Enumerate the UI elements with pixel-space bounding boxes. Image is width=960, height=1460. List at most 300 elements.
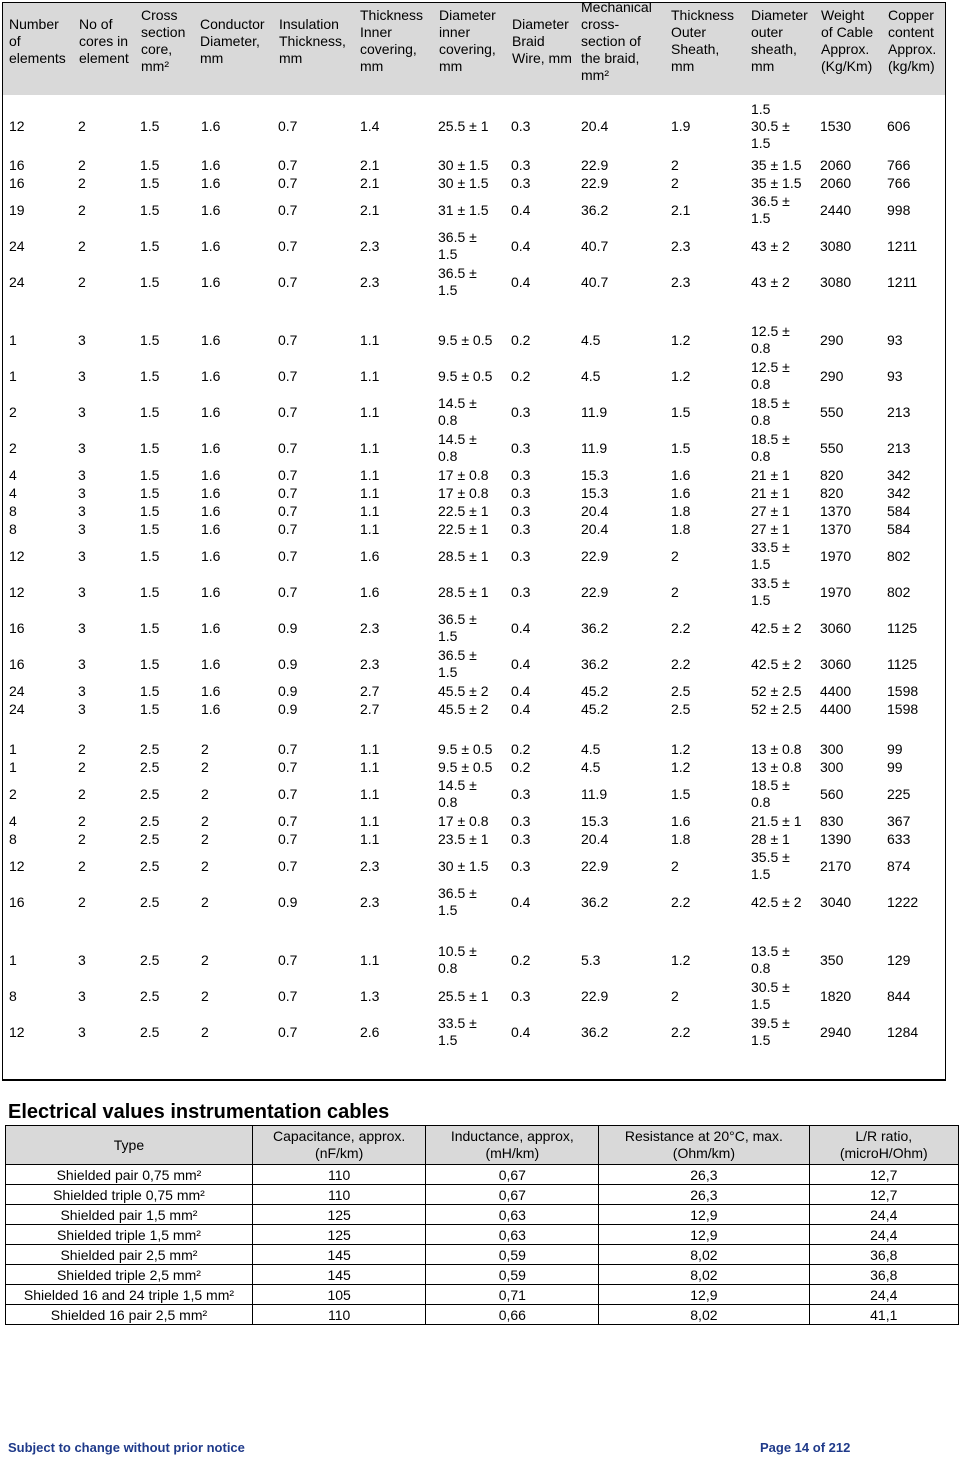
table-cell: 0.9	[278, 683, 298, 699]
table-row	[3, 393, 945, 429]
table-cell: 560	[820, 786, 844, 802]
table-cell: 1.6	[201, 485, 221, 501]
group-separator	[3, 717, 945, 739]
table-cell: 2	[78, 813, 86, 829]
table-cell: 1.2	[671, 741, 691, 757]
table-cell: 0.7	[278, 741, 298, 757]
table-cell: 1.1	[360, 831, 380, 847]
table-cell: 350	[820, 952, 844, 968]
table-cell: 0.3	[511, 831, 531, 847]
table-cell: 4400	[820, 683, 852, 699]
table-cell: 1.6	[360, 548, 380, 564]
table-cell: 12,7	[809, 1185, 958, 1205]
table-header	[3, 0, 945, 95]
table-cell: 2	[201, 786, 209, 802]
table-cell: 16	[9, 620, 25, 636]
table-cell: 0.7	[278, 368, 298, 384]
table-cell: 2.1	[360, 157, 380, 173]
table-cell: 2.2	[671, 656, 691, 672]
table-cell: 4400	[820, 701, 852, 717]
table-cell: 874	[887, 858, 911, 874]
table-cell: 290	[820, 332, 844, 348]
table-cell: 300	[820, 741, 844, 757]
table-cell: Shielded pair 2,5 mm²	[6, 1245, 253, 1265]
table-cell: 342	[887, 467, 911, 483]
table-row	[3, 173, 945, 191]
table-cell: 0.4	[511, 1024, 531, 1040]
table-cell: 25.5 ± 1	[438, 118, 489, 134]
table-cell: 1370	[820, 521, 852, 537]
table-cell: 2.5	[140, 894, 160, 910]
table-cell: 1.3	[360, 988, 380, 1004]
table-cell: 24	[9, 274, 25, 290]
table-cell: 2	[671, 988, 679, 1004]
table-cell: 1.1	[360, 440, 380, 456]
table-cell: 26,3	[599, 1185, 809, 1205]
table-row	[6, 1285, 959, 1305]
table-cell: 4	[9, 467, 17, 483]
table-cell: 21 ± 1	[751, 467, 790, 483]
table-cell: 15.3	[581, 813, 609, 829]
table-cell: 2	[78, 786, 86, 802]
column-header: Mechanical cross- section of the braid, mm²	[581, 0, 652, 83]
table-cell: 1	[9, 368, 17, 384]
table-cell: 42.5 ± 2	[751, 620, 802, 636]
table-cell: 1.6	[201, 467, 221, 483]
table-cell: 8	[9, 831, 17, 847]
table-cell: 1370	[820, 503, 852, 519]
table-cell: 31 ± 1.5	[438, 202, 489, 218]
table-cell: 1.5	[140, 157, 160, 173]
table-cell: 18.5 ± 0.8	[751, 395, 790, 428]
table-cell: 1.5	[140, 485, 160, 501]
table-cell: 1.6	[201, 683, 221, 699]
table-cell: 1970	[820, 548, 852, 564]
table-cell: 125	[252, 1225, 425, 1245]
table-cell: 0.3	[511, 584, 531, 600]
table-cell: 0.4	[511, 894, 531, 910]
table-cell: 1.5	[140, 584, 160, 600]
table-cell: 0.2	[511, 741, 531, 757]
table-cell: 1.6	[201, 332, 221, 348]
table-cell: 1.6	[201, 157, 221, 173]
table-cell: 21 ± 1	[751, 485, 790, 501]
table-cell: 1.6	[671, 467, 691, 483]
table-row	[3, 155, 945, 173]
column-header: Copper content Approx. (kg/km)	[888, 7, 937, 74]
table-cell: 1.6	[201, 118, 221, 134]
table-cell: 0,59	[426, 1265, 599, 1285]
table-cell: 0.7	[278, 467, 298, 483]
table-row	[3, 429, 945, 465]
table-cell: 3080	[820, 238, 852, 254]
table-cell: 0.3	[511, 988, 531, 1004]
table-cell: 28.5 ± 1	[438, 548, 489, 564]
table-cell: 43 ± 2	[751, 238, 790, 254]
table-cell: 2170	[820, 858, 852, 874]
table-cell: 30.5 ± 1.5	[751, 979, 790, 1012]
table-cell: 12,7	[809, 1165, 958, 1185]
table-cell: 2	[78, 274, 86, 290]
table-cell: 15.3	[581, 467, 609, 483]
page-number: Page 14 of 212	[760, 1440, 851, 1455]
table-cell: 802	[887, 548, 911, 564]
table-row	[3, 883, 945, 919]
table-cell: 1.1	[360, 741, 380, 757]
table-cell: 1.5	[140, 175, 160, 191]
table-cell: 14.5 ± 0.8	[438, 431, 477, 464]
table-cell: 13 ± 0.8	[751, 741, 802, 757]
table-row	[3, 357, 945, 393]
table-cell: 16	[9, 175, 25, 191]
table-cell: 3	[78, 988, 86, 1004]
table-cell: 16	[9, 894, 25, 910]
table-row	[6, 1165, 959, 1185]
table-cell: 1.1	[360, 759, 380, 775]
table-row	[3, 739, 945, 757]
table-cell: 550	[820, 404, 844, 420]
table-cell: 3080	[820, 274, 852, 290]
table-row	[3, 519, 945, 537]
table-cell: 2	[671, 175, 679, 191]
table-cell: 1.6	[201, 521, 221, 537]
table-cell: 2	[78, 741, 86, 757]
table-cell: 1.1	[360, 813, 380, 829]
table-cell: 22.5 ± 1	[438, 521, 489, 537]
table-cell: 0.3	[511, 548, 531, 564]
column-header: Diameter Braid Wire, mm	[512, 16, 572, 66]
column-header: Thickness Inner covering, mm	[360, 7, 424, 74]
table-cell: 8	[9, 988, 17, 1004]
table-cell: 12,9	[599, 1285, 809, 1305]
table-cell: 0.3	[511, 485, 531, 501]
table-header-row	[6, 1126, 959, 1165]
table-row	[3, 681, 945, 699]
table-cell: 1530	[820, 118, 852, 134]
table-cell: 4.5	[581, 759, 601, 775]
table-cell: 33.5 ± 1.5	[751, 575, 790, 608]
table-cell: 1820	[820, 988, 852, 1004]
table-row	[3, 699, 945, 717]
table-cell: 16	[9, 656, 25, 672]
table-row	[3, 537, 945, 573]
table-cell: 2	[201, 759, 209, 775]
table-row	[3, 811, 945, 829]
table-cell: 1.5	[140, 202, 160, 218]
table-cell: 1.1	[360, 485, 380, 501]
table-cell: 998	[887, 202, 911, 218]
table-cell: 0.7	[278, 503, 298, 519]
table-cell: 24,4	[809, 1205, 958, 1225]
table-cell: 1	[9, 332, 17, 348]
table-cell: 40.7	[581, 274, 609, 290]
table-cell: 2.2	[671, 894, 691, 910]
table-row	[3, 645, 945, 681]
table-cell: 2	[78, 202, 86, 218]
table-cell: 3060	[820, 620, 852, 636]
table-cell: 12.5 ± 0.8	[751, 323, 790, 356]
table-cell: 39.5 ± 1.5	[751, 1015, 790, 1048]
table-row	[3, 847, 945, 883]
table-cell: 45.5 ± 2	[438, 683, 489, 699]
table-cell: 22.9	[581, 584, 609, 600]
table-cell: 1.5	[140, 368, 160, 384]
table-cell: 820	[820, 467, 844, 483]
table-cell: 0.7	[278, 157, 298, 173]
table-cell: Shielded triple 2,5 mm²	[6, 1265, 253, 1285]
table-cell: 43 ± 2	[751, 274, 790, 290]
table-cell: 1.5	[140, 683, 160, 699]
table-cell: 2	[9, 440, 17, 456]
table-cell: 844	[887, 988, 911, 1004]
table-cell: 12.5 ± 0.8	[751, 359, 790, 392]
table-cell: 2.5	[140, 786, 160, 802]
table-cell: 4.5	[581, 741, 601, 757]
table-cell: 0.3	[511, 404, 531, 420]
table-cell: 8	[9, 503, 17, 519]
table-cell: 20.4	[581, 831, 609, 847]
table-cell: 0.7	[278, 759, 298, 775]
table-cell: 0.7	[278, 332, 298, 348]
table-cell: 99	[887, 741, 903, 757]
electrical-values-table	[5, 1125, 959, 1325]
table-cell: 3	[78, 584, 86, 600]
table-cell: 342	[887, 485, 911, 501]
table-cell: 5.3	[581, 952, 601, 968]
table-cell: 2.3	[360, 274, 380, 290]
column-header: Type	[6, 1126, 253, 1165]
table-row	[3, 501, 945, 519]
table-cell: 22.9	[581, 175, 609, 191]
table-cell: 22.9	[581, 988, 609, 1004]
table-cell: 13 ± 0.8	[751, 759, 802, 775]
table-cell: 1.5	[140, 503, 160, 519]
table-row	[3, 573, 945, 609]
table-cell: 1.5 30.5 ± 1.5	[751, 101, 790, 151]
table-cell: 2.5	[140, 813, 160, 829]
table-cell: 26,3	[599, 1165, 809, 1185]
table-cell: 36.5 ± 1.5	[438, 885, 477, 918]
table-cell: 1.2	[671, 952, 691, 968]
table-cell: 18.5 ± 0.8	[751, 777, 790, 810]
table-cell: 1.5	[140, 620, 160, 636]
table-cell: 0.7	[278, 440, 298, 456]
table-cell: 9.5 ± 0.5	[438, 368, 493, 384]
table-cell: 33.5 ± 1.5	[438, 1015, 477, 1048]
table-cell: 2.5	[140, 952, 160, 968]
table-cell: 36.5 ± 1.5	[438, 647, 477, 680]
table-cell: 1598	[887, 683, 919, 699]
table-cell: 1.5	[140, 521, 160, 537]
table-cell: 802	[887, 584, 911, 600]
table-row	[3, 191, 945, 227]
table-cell: 766	[887, 157, 911, 173]
table-cell: 3	[78, 701, 86, 717]
table-cell: 0,63	[426, 1225, 599, 1245]
table-cell: Shielded triple 1,5 mm²	[6, 1225, 253, 1245]
table-cell: 0,67	[426, 1165, 599, 1185]
table-row	[3, 1013, 945, 1049]
table-cell: 2.2	[671, 620, 691, 636]
table-cell: 0.7	[278, 548, 298, 564]
table-cell: 2.3	[360, 656, 380, 672]
table-cell: 40.7	[581, 238, 609, 254]
table-cell: 1.6	[201, 368, 221, 384]
table-cell: 42.5 ± 2	[751, 894, 802, 910]
table-cell: 4.5	[581, 332, 601, 348]
table-cell: 1.8	[671, 831, 691, 847]
table-cell: 2.3	[671, 274, 691, 290]
table-cell: 19	[9, 202, 25, 218]
table-cell: 0.2	[511, 952, 531, 968]
table-row	[3, 483, 945, 501]
table-cell: 1.5	[671, 440, 691, 456]
column-header: Capacitance, approx. (nF/km)	[252, 1126, 425, 1165]
table-cell: 36.2	[581, 656, 609, 672]
table-cell: 0.7	[278, 584, 298, 600]
table-cell: Shielded pair 0,75 mm²	[6, 1165, 253, 1185]
table-cell: 0.7	[278, 1024, 298, 1040]
table-row	[3, 829, 945, 847]
table-cell: 1.5	[140, 548, 160, 564]
table-cell: 0.7	[278, 831, 298, 847]
table-cell: 1.6	[201, 404, 221, 420]
table-cell: 1.5	[140, 274, 160, 290]
table-cell: 0.7	[278, 274, 298, 290]
table-row	[3, 227, 945, 263]
table-cell: 1.6	[201, 620, 221, 636]
table-cell: 1.5	[140, 440, 160, 456]
table-cell: 22.5 ± 1	[438, 503, 489, 519]
table-cell: 1222	[887, 894, 919, 910]
table-cell: 584	[887, 521, 911, 537]
table-cell: 24,4	[809, 1225, 958, 1245]
table-row	[3, 321, 945, 357]
table-cell: 110	[252, 1165, 425, 1185]
table-cell: 0.4	[511, 656, 531, 672]
table-cell: 129	[887, 952, 911, 968]
column-header: Thickness Outer Sheath, mm	[671, 7, 735, 74]
table-cell: 125	[252, 1205, 425, 1225]
table-cell: 2.5	[140, 858, 160, 874]
table-cell: 52 ± 2.5	[751, 683, 802, 699]
table-cell: 25.5 ± 1	[438, 988, 489, 1004]
table-cell: 36,8	[809, 1265, 958, 1285]
table-cell: 24	[9, 683, 25, 699]
table-cell: 0.4	[511, 274, 531, 290]
table-cell: 0.7	[278, 202, 298, 218]
table-cell: 45.2	[581, 683, 609, 699]
table-cell: 1	[9, 952, 17, 968]
table-cell: 12	[9, 1024, 25, 1040]
table-cell: 213	[887, 440, 911, 456]
table-cell: 0,63	[426, 1205, 599, 1225]
table-cell: 3	[78, 368, 86, 384]
table-cell: 1.6	[201, 440, 221, 456]
table-cell: 0.7	[278, 485, 298, 501]
table-cell: 2	[78, 894, 86, 910]
table-cell: 1.1	[360, 332, 380, 348]
table-cell: 2.5	[140, 1024, 160, 1040]
table-cell: 584	[887, 503, 911, 519]
table-cell: 1.6	[201, 701, 221, 717]
section-title: Electrical values instrumentation cables	[8, 1101, 390, 1123]
table-cell: 23.5 ± 1	[438, 831, 489, 847]
table-cell: 1211	[887, 238, 918, 254]
table-cell: 1.6	[201, 274, 221, 290]
table-cell: 35 ± 1.5	[751, 175, 802, 191]
table-cell: 2	[201, 894, 209, 910]
table-cell: 1.6	[360, 584, 380, 600]
table-cell: 2	[9, 404, 17, 420]
table-cell: 3040	[820, 894, 852, 910]
table-cell: 2.1	[360, 202, 380, 218]
table-cell: 0.7	[278, 952, 298, 968]
table-cell: 213	[887, 404, 911, 420]
table-cell: 2940	[820, 1024, 852, 1040]
table-cell: 52 ± 2.5	[751, 701, 802, 717]
table-row	[3, 609, 945, 645]
table-cell: 4	[9, 485, 17, 501]
table-cell: 0.7	[278, 786, 298, 802]
table-cell: 21.5 ± 1	[751, 813, 802, 829]
table-cell: 2.5	[140, 759, 160, 775]
table-cell: 1970	[820, 584, 852, 600]
table-cell: 0.4	[511, 701, 531, 717]
table-cell: 766	[887, 175, 911, 191]
table-cell: 0.9	[278, 620, 298, 636]
cable-spec-table	[2, 2, 946, 1081]
table-cell: 28.5 ± 1	[438, 584, 489, 600]
table-cell: 2.1	[360, 175, 380, 191]
table-cell: Shielded 16 and 24 triple 1,5 mm²	[6, 1285, 253, 1305]
table-cell: 2	[78, 238, 86, 254]
table-cell: 0.7	[278, 118, 298, 134]
table-cell: 9.5 ± 0.5	[438, 741, 493, 757]
table-cell: 27 ± 1	[751, 503, 790, 519]
table-cell: 1.6	[671, 813, 691, 829]
table-cell: 2.3	[671, 238, 691, 254]
table-cell: 1.6	[201, 656, 221, 672]
table-cell: 367	[887, 813, 911, 829]
table-cell: 2	[78, 759, 86, 775]
table-cell: 3	[78, 683, 86, 699]
table-cell: 1.4	[360, 118, 380, 134]
table-cell: 36.5 ± 1.5	[751, 193, 790, 226]
table-row	[3, 941, 945, 977]
column-header: Cross section core, mm²	[141, 7, 186, 74]
table-cell: 42.5 ± 2	[751, 656, 802, 672]
table-cell: 0.3	[511, 440, 531, 456]
table-cell: 3	[78, 467, 86, 483]
table-cell: 2	[201, 741, 209, 757]
table-cell: 1.8	[671, 503, 691, 519]
table-cell: 14.5 ± 0.8	[438, 395, 477, 428]
table-cell: 2	[78, 157, 86, 173]
table-cell: 1.1	[360, 368, 380, 384]
table-cell: 1.1	[360, 786, 380, 802]
table-cell: 1.9	[671, 118, 691, 134]
table-cell: 35.5 ± 1.5	[751, 849, 790, 882]
table-cell: 0.2	[511, 759, 531, 775]
table-cell: 1.5	[671, 404, 691, 420]
column-header: L/R ratio, (microH/Ohm)	[809, 1126, 958, 1165]
table-cell: 0.4	[511, 620, 531, 636]
table-cell: 0.3	[511, 521, 531, 537]
table-cell: 300	[820, 759, 844, 775]
table-cell: 11.9	[581, 404, 608, 420]
table-cell: 1.2	[671, 332, 691, 348]
